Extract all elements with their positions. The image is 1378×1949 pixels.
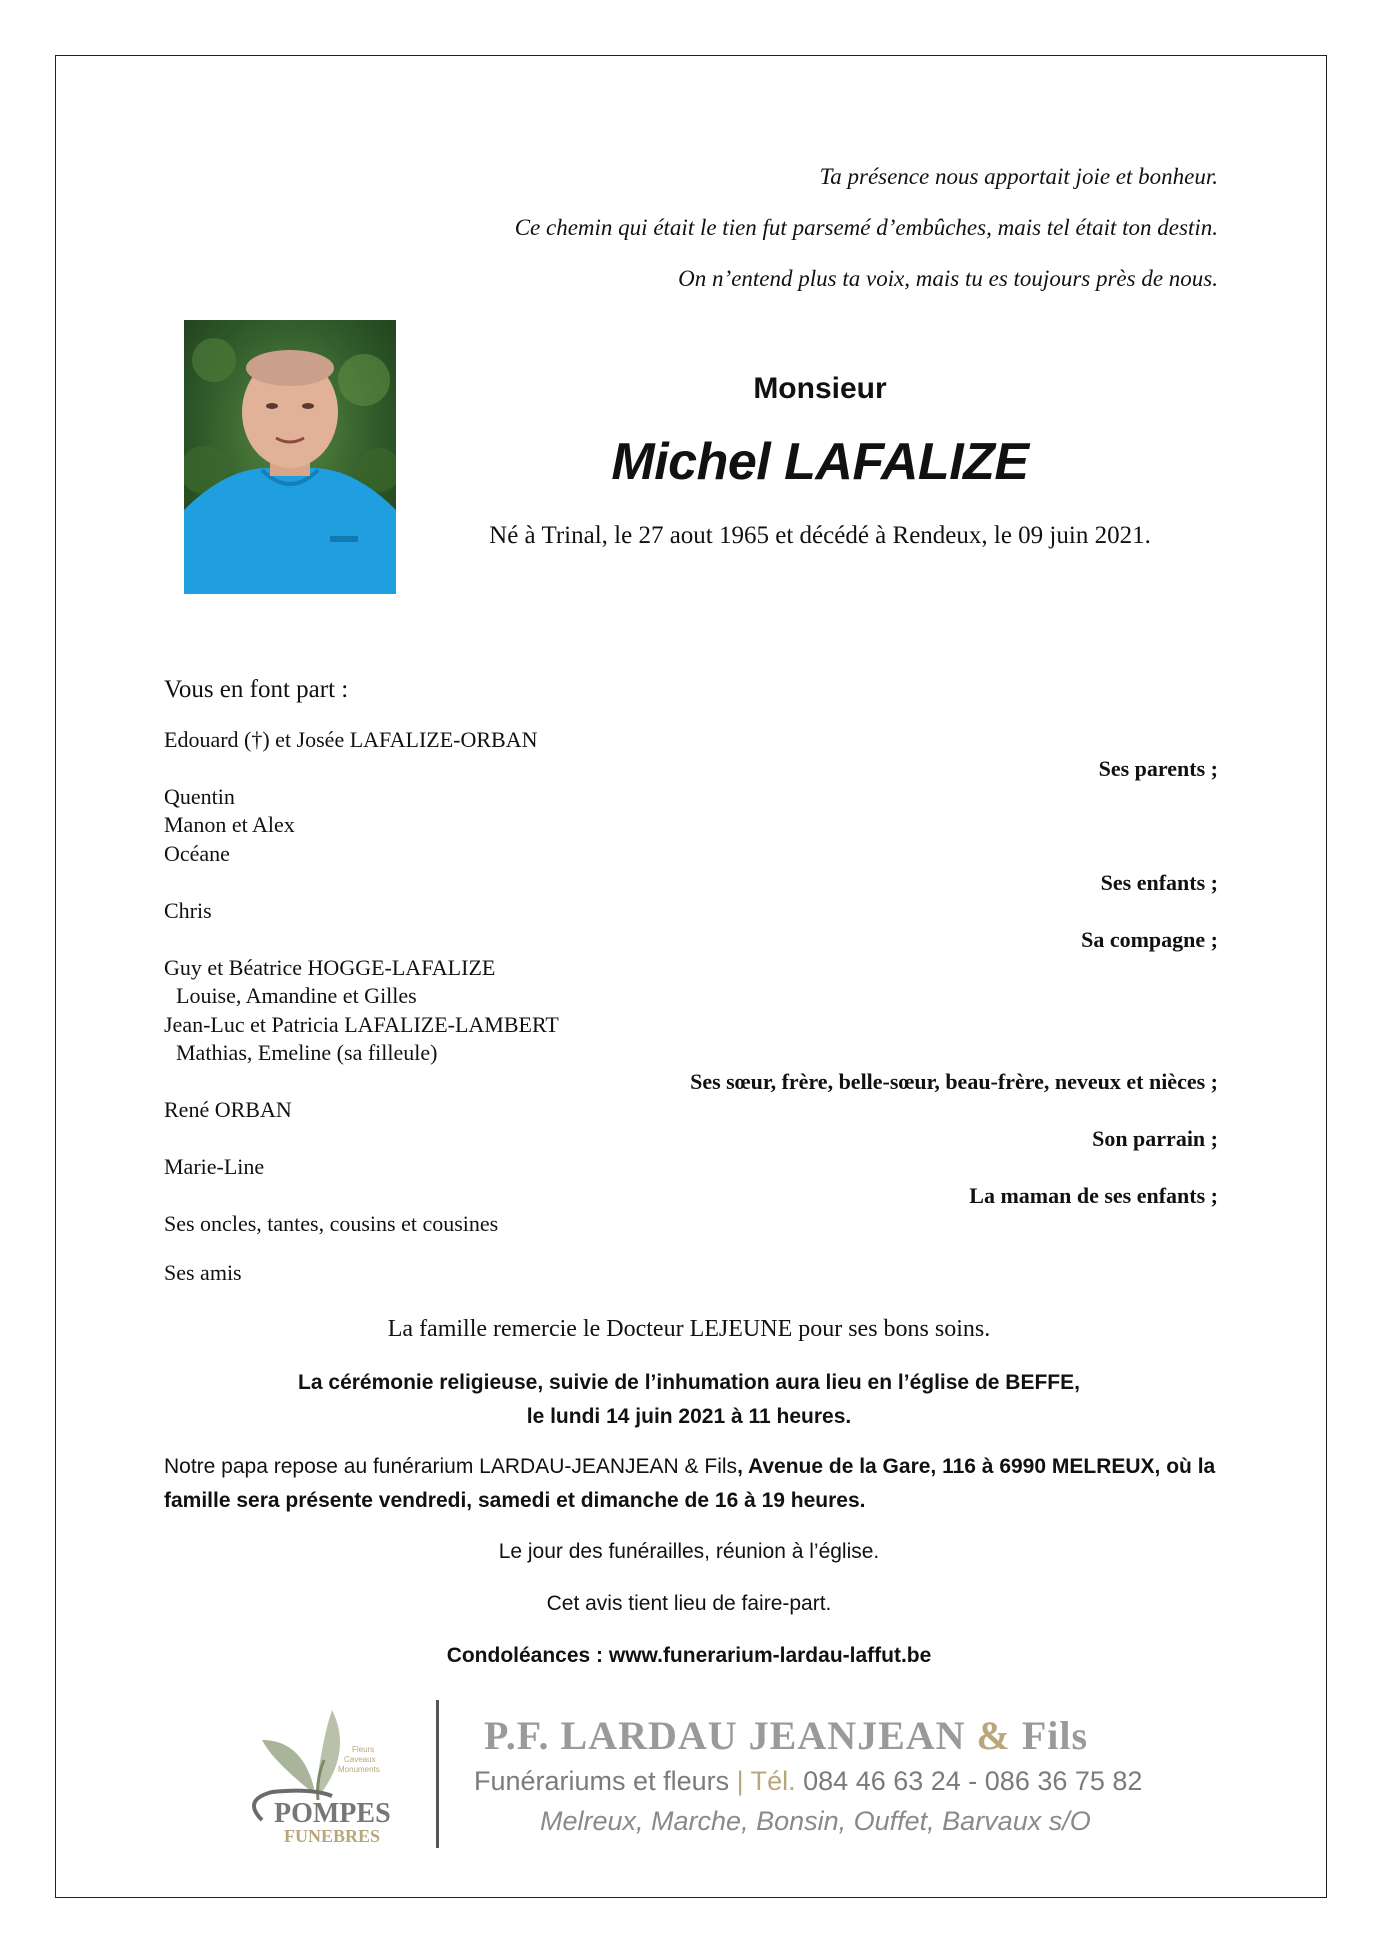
godfather-label: Son parrain ; <box>1092 1126 1218 1151</box>
sibling-2: Jean-Luc et Patricia LAFALIZE-LAMBERT <box>164 1012 559 1037</box>
honorific: Monsieur <box>753 372 887 405</box>
company-name-b: Fils <box>1010 1713 1089 1758</box>
sibling-2-children: Mathias, Emeline (sa filleule) <box>176 1040 438 1065</box>
logo-text-monuments: Monuments <box>338 1765 380 1774</box>
company-locations: Melreux, Marche, Bonsin, Ouffet, Barvaux s/O <box>540 1806 1091 1836</box>
mother-name: Marie-Line <box>164 1154 265 1179</box>
child-name-2: Manon et Alex <box>164 812 295 837</box>
ceremony-line-2: le lundi 14 juin 2021 à 11 heures. <box>526 1405 852 1428</box>
repose-info <box>164 1450 1224 1518</box>
child-name-3: Océane <box>164 841 230 866</box>
tel-label: | Tél. <box>736 1766 796 1796</box>
logo-text-funebres: FUNEBRES <box>284 1826 381 1846</box>
parents-label: Ses parents ; <box>1098 756 1218 781</box>
mother-label: La maman de ses enfants ; <box>969 1183 1218 1208</box>
repose-normal: Notre papa repose au funérarium LARDAU-JEANJEAN & Fils <box>164 1455 738 1478</box>
quote-line-2: Ce chemin qui était le tien fut parsemé d’embûches, mais tel était ton destin. <box>514 215 1218 240</box>
thanks-line: La famille remercie le Docteur LEJEUNE pour ses bons soins. <box>387 1316 991 1342</box>
friends-line: Ses amis <box>164 1260 242 1285</box>
sibling-1: Guy et Béatrice HOGGE-LAFALIZE <box>164 955 496 980</box>
ceremony-info <box>100 1366 1278 1434</box>
logo-text-caveaux: Caveaux <box>344 1755 376 1764</box>
relatives-line: Ses oncles, tantes, cousins et cousines <box>164 1211 499 1236</box>
partner-label: Sa compagne ; <box>1081 927 1218 952</box>
pompes-funebres-logo <box>232 1700 422 1850</box>
sibling-1-children: Louise, Amandine et Gilles <box>176 983 417 1008</box>
footer-divider <box>436 1700 439 1848</box>
siblings-label: Ses sœur, frère, belle-sœur, beau-frère, neveux et nièces ; <box>690 1069 1218 1094</box>
company-name <box>484 1712 1088 1759</box>
company-contact <box>474 1766 1142 1797</box>
phone-numbers: 084 46 63 24 - 086 36 75 82 <box>795 1766 1143 1796</box>
company-ampersand: & <box>976 1713 1011 1758</box>
child-name-1: Quentin <box>164 784 235 809</box>
birth-death-line: Né à Trinal, le 27 aout 1965 et décédé à Rendeux, le 09 juin 2021. <box>489 522 1151 549</box>
quote-line-3: On n’entend plus ta voix, mais tu es toujours près de nous. <box>678 266 1218 291</box>
repose-bold: , Avenue de la Gare, 116 à 6990 MELREUX, où la famille sera présente vendredi, samedi et dimanche de 16 à 19 heures. <box>164 1455 1216 1512</box>
announce-line: Vous en font part : <box>164 676 349 703</box>
deceased-name: Michel LAFALIZE <box>611 433 1029 491</box>
notice-line: Cet avis tient lieu de faire-part. <box>546 1592 832 1615</box>
godfather-name: René ORBAN <box>164 1097 292 1122</box>
quote-line-1: Ta présence nous apportait joie et bonheur. <box>819 164 1218 189</box>
portrait-photo <box>184 320 396 594</box>
partner-name: Chris <box>164 898 212 923</box>
condolences-line: Condoléances : www.funerarium-lardau-laffut.be <box>446 1644 932 1667</box>
children-label: Ses enfants ; <box>1100 870 1218 895</box>
company-name-a: P.F. LARDAU JEANJEAN <box>484 1713 977 1758</box>
funeral-day-line: Le jour des funérailles, réunion à l’église. <box>498 1540 880 1563</box>
services-text: Funérariums et fleurs <box>474 1766 737 1796</box>
ceremony-line-1: La cérémonie religieuse, suivie de l’inhumation aura lieu en l’église de BEFFE, <box>298 1371 1080 1394</box>
logo-text-fleurs: Fleurs <box>352 1745 375 1754</box>
logo-text-pompes: POMPES <box>274 1798 391 1829</box>
parents-names: Edouard (†) et Josée LAFALIZE-ORBAN <box>164 727 538 752</box>
